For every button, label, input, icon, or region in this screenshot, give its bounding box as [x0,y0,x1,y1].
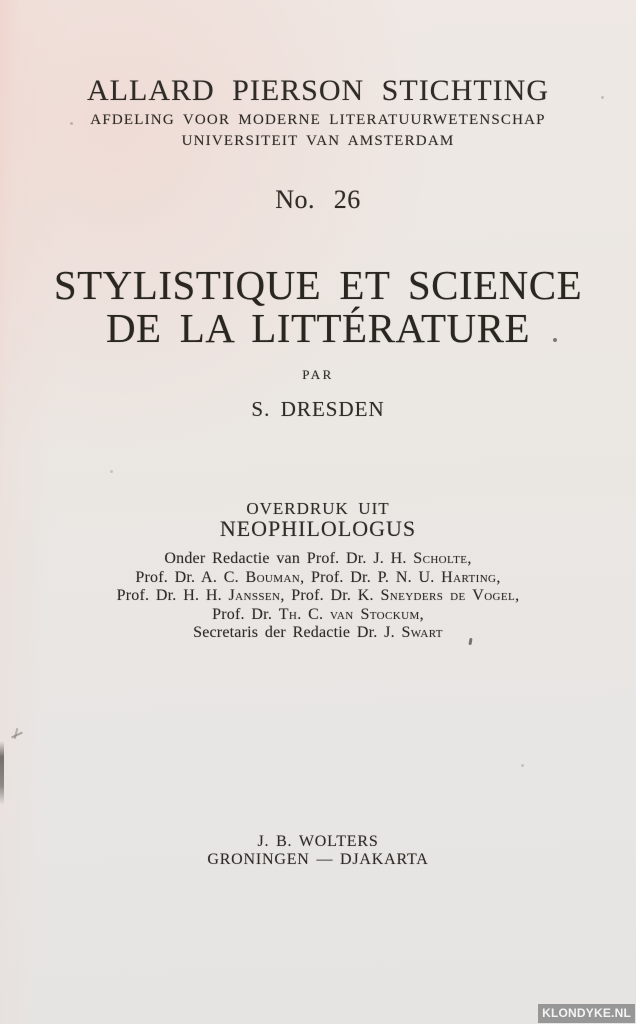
paper-speck [553,338,557,342]
book-title [0,264,636,350]
byline-label: PAR [302,367,334,382]
reprint-label: OVERDRUK UIT [246,499,390,518]
title-line-1: STYLISTIQUE ET SCIENCE [53,262,583,308]
editor-line: Prof. Dr. Th. C. van Stockum, [212,605,424,623]
department-line: AFDELING VOOR MODERNE LITERATUURWETENSCHAP [90,112,546,128]
title-line-2: DE LA LITTÉRATURE [105,305,531,351]
editor-line: Prof. Dr. H. H. Janssen, Prof. Dr. K. Sneyders de Vogel, [116,587,520,605]
publisher-name: J. B. WOLTERS [257,833,379,850]
author-name: S. DRESDEN [251,397,385,421]
paper-speck [70,122,73,125]
paper-speck [110,470,113,473]
imprint-block [0,833,636,868]
seller-watermark: KLONDYKE.NL [538,1004,635,1023]
paper-speck [601,96,604,99]
institution-name: ALLARD PIERSON STICHTING [87,74,549,107]
page-edge-mark [0,741,4,805]
paper-speck [521,764,524,767]
editor-line: Prof. Dr. A. C. Bouman, Prof. Dr. P. N. U. Harting, [135,568,501,586]
university-line: UNIVERSITEIT VAN AMSTERDAM [181,133,455,149]
journal-name: NEOPHILOLOGUS [219,516,417,541]
editors-block [0,550,636,643]
paper-speck [468,638,472,645]
publisher-cities: GRONINGEN — DJAKARTA [207,850,429,868]
issue-number: No. 26 [275,185,361,214]
editor-line: Secretaris der Redactie Dr. J. Swart [193,624,443,642]
editor-line: Onder Redactie van Prof. Dr. J. H. Scholte, [164,550,472,567]
